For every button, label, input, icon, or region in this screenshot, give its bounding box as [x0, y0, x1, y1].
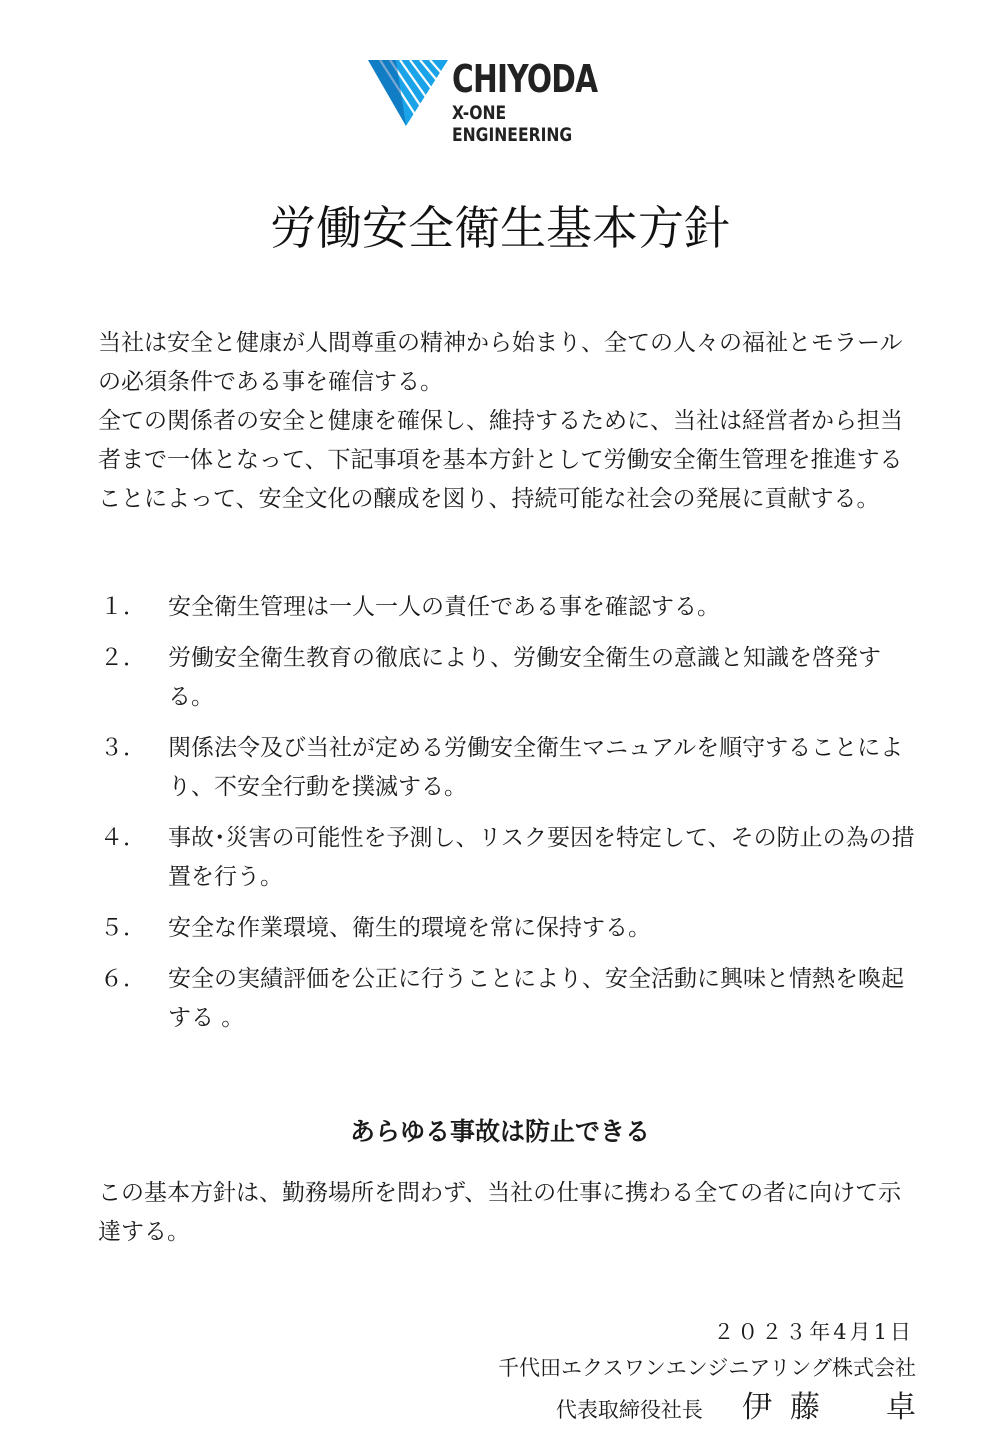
company-logo: [366, 57, 656, 146]
policy-item-text: 関係法令及び当社が定める労働安全衛生マニュアルを順守することにより、不安全行動を撲滅する。: [168, 735, 904, 800]
policy-item: [98, 819, 918, 897]
company-name: 千代田エクスワンエンジニアリング株式会社: [497, 1356, 916, 1380]
policy-item-number: ６．: [100, 966, 146, 992]
policy-item-number: ５．: [100, 915, 146, 941]
policy-item: [98, 960, 918, 1038]
motto-heading: あらゆる事故は防止できる: [349, 1117, 650, 1146]
intro-paragraph-2: 全ての関係者の安全と健康を確保し、維持するために、当社は経営者から担当者まで一体となって、下記事項を基本方針として労働安全衛生管理を推進することによって、安全文化の醸成を図り、持続可能な社会の発展に貢献する。: [98, 408, 903, 512]
policy-item-text: 安全な作業環境、衛生的環境を常に保持する。: [168, 915, 651, 941]
signature-block: [555, 1388, 934, 1430]
issue-date: ２０２３年4月1日: [713, 1320, 914, 1344]
policy-item: [98, 729, 918, 807]
policy-item: [98, 639, 918, 717]
policy-item-number: ２．: [100, 645, 146, 671]
signer-name: 伊藤 卓: [742, 1390, 934, 1425]
policy-list: [98, 588, 918, 1050]
closing-statement: この基本方針は、勤務場所を問わず、当社の仕事に携わる全ての者に向けて示達する。: [98, 1180, 902, 1245]
policy-item-number: ３．: [100, 735, 146, 761]
policy-item-text: 労働安全衛生教育の徹底により、労働安全衛生の意識と知識を啓発する。: [168, 645, 881, 710]
logo-subtitle: X-ONE ENGINEERING: [452, 102, 573, 146]
signer-title: 代表取締役社長: [555, 1398, 703, 1422]
page-title: 労働安全衛生基本方針: [270, 201, 730, 255]
policy-item: [98, 588, 918, 627]
policy-item: [98, 909, 918, 948]
policy-item-text: 事故･災害の可能性を予測し、リスク要因を特定して、その防止の為の措置を行う。: [168, 825, 915, 890]
logo-name: CHIYODA: [452, 57, 598, 101]
policy-item-number: ４．: [100, 825, 146, 851]
intro-section: [98, 324, 918, 519]
intro-paragraph-1: 当社は安全と健康が人間尊重の精神から始まり、全ての人々の福祉とモラールの必須条件である事を確信する。: [98, 330, 903, 395]
policy-item-text: 安全の実績評価を公正に行うことにより、安全活動に興味と情熱を喚起する 。: [168, 966, 904, 1031]
logo-wordmark: [452, 57, 656, 146]
chiyoda-logo-icon: [366, 58, 450, 128]
policy-item-number: １．: [100, 594, 146, 620]
policy-item-text: 安全衛生管理は一人一人の責任である事を確認する。: [168, 594, 720, 620]
